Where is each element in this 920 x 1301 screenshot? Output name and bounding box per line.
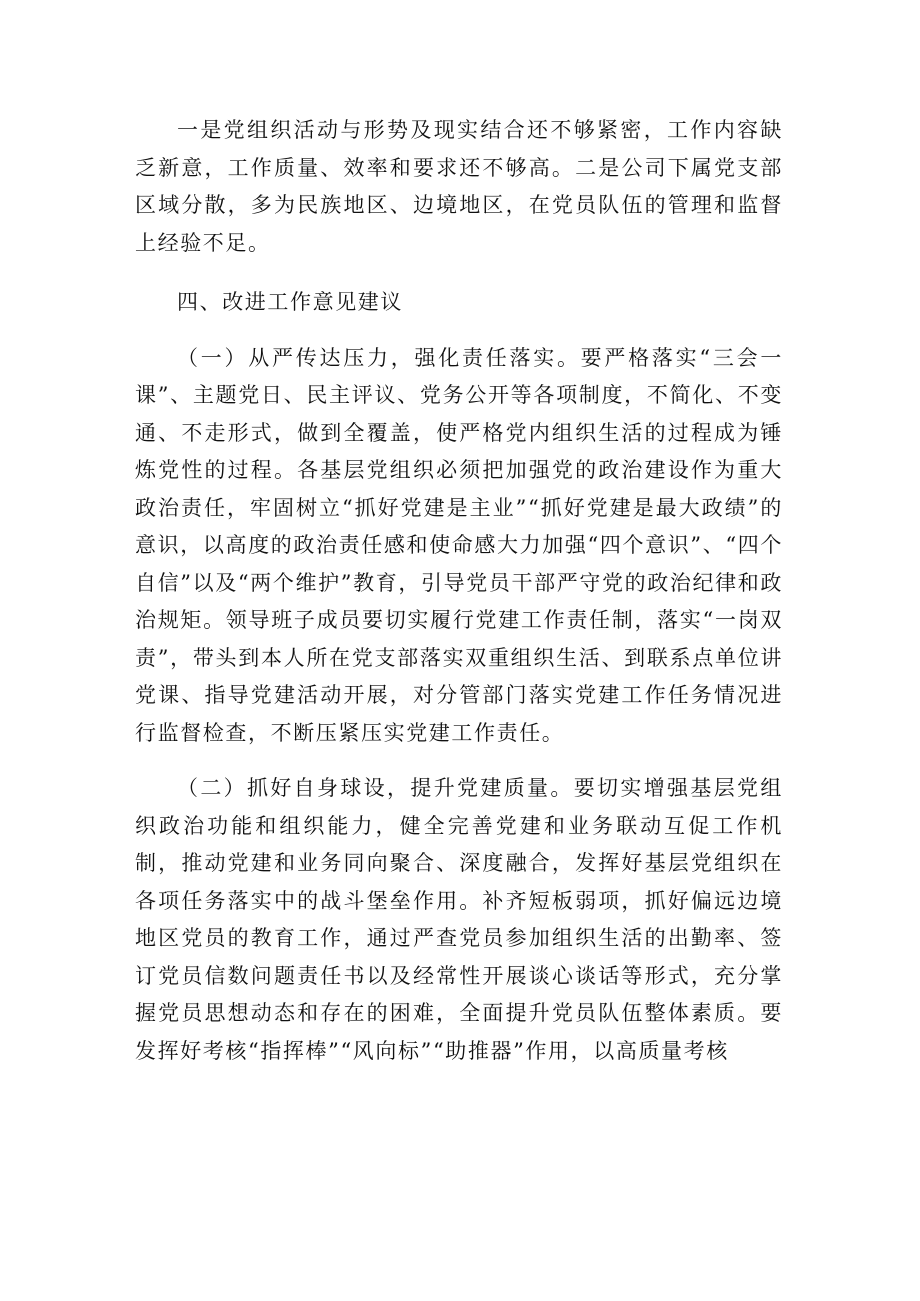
paragraph-problems: 一是党组织活动与形势及现实结合还不够紧密，工作内容缺乏新意，工作质量、效率和要求还不够高。二是公司下属党支部区域分散，多为民族地区、边境地区，在党员队伍的管理和监督上经验不足。 bbox=[135, 118, 783, 255]
paragraph-responsibility: （一）从严传达压力，强化责任落实。要严格落实“三会一课”、主题党日、民主评议、党务公开等各项制度，不简化、不变通、不走形式，做到全覆盖，使严格党内组织生活的过程成为锤炼党性的过程。各基层党组织必须把加强党的政治建设作为重大政治责任，牢固树立“抓好党建是主业”“抓好党建是最大政绩”的意识，以高度的政治责任感和使命感大力加强“四个意识”、“四个自信”以及“两个维护”教育，引导党员干部严守党的政治纪律和政治规矩。领导班子成员要切实履行党建工作责任制，落实“一岗双责”，带头到本人所在党支部落实双重组织生活、到联系点单位讲党课、指导党建活动开展，对分管部门落实党建工作任务情况进行监督检查，不断压紧压实党建工作责任。 bbox=[135, 345, 783, 745]
document-body bbox=[135, 112, 783, 1070]
paragraph-quality: （二）抓好自身球设，提升党建质量。要切实增强基层党组织政治功能和组织能力，健全完善党建和业务联动互促工作机制，推动党建和业务同向聚合、深度融合，发挥好基层党组织在各项任务落实中的战斗堡垒作用。补齐短板弱项，抓好偏远边境地区党员的教育工作，通过严查党员参加组织生活的出勤率、签订党员信数问题责任书以及经常性开展谈心谈话等形式，充分掌握党员思想动态和存在的困难，全面提升党员队伍整体素质。要发挥好考核“指挥棒”“风向标”“助推器”作用，以高质量考核 bbox=[135, 776, 783, 1063]
section-heading-improvement: 四、改进工作意见建议 bbox=[177, 290, 403, 314]
